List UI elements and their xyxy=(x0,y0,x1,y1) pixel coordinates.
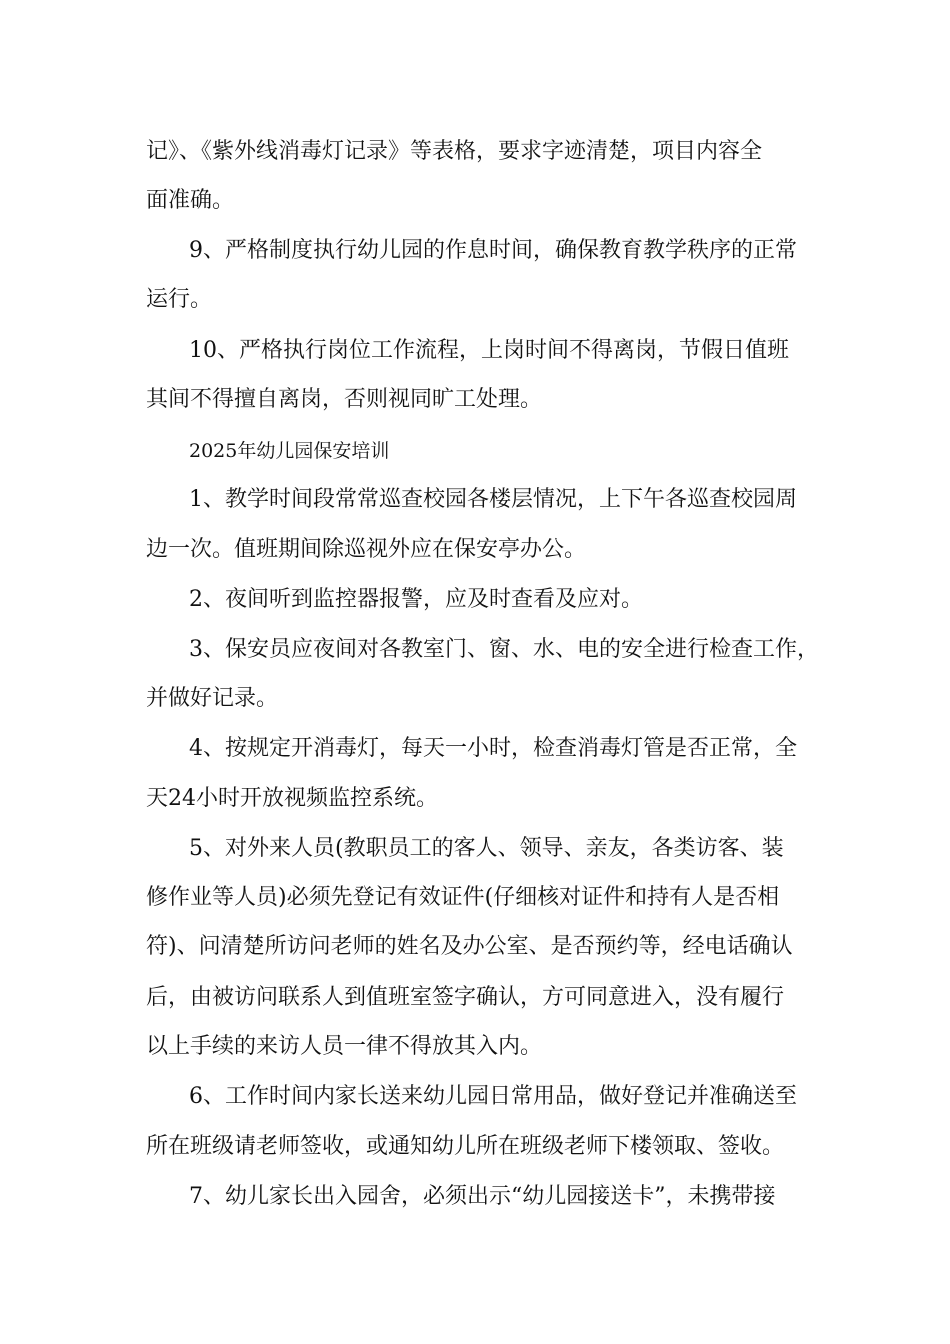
section-heading: 2025年幼儿园保安培训 xyxy=(189,440,390,462)
text-line: 面准确。 xyxy=(146,188,235,213)
text-line: 记》、《紫外线消毒灯记录》等表格，要求字迹清楚，项目内容全 xyxy=(146,139,763,164)
text-line: 天24小时开放视频监控系统。 xyxy=(146,786,438,811)
text-line: 其间不得擅自离岗，否则视同旷工处理。 xyxy=(146,387,543,412)
text-line: 边一次。值班期间除巡视外应在保安亭办公。 xyxy=(146,537,587,562)
text-line: 修作业等人员)必须先登记有效证件(仔细核对证件和持有人是否相 xyxy=(146,885,780,910)
text-line: 1、教学时间段常常巡查校园各楼层情况，上下午各巡查校园周 xyxy=(189,487,797,512)
text-line: 10、严格执行岗位工作流程，上岗时间不得离岗，节假日值班 xyxy=(189,338,789,363)
text-line: 4、按规定开消毒灯，每天一小时，检查消毒灯管是否正常，全 xyxy=(189,736,797,761)
text-line: 2、夜间听到监控器报警，应及时查看及应对。 xyxy=(189,587,643,612)
text-line: 7、幼儿家长出入园舍，必须出示“幼儿园接送卡”，未携带接 xyxy=(189,1184,776,1209)
text-line: 5、对外来人员(教职员工的客人、领导、亲友，各类访客、装 xyxy=(189,836,784,861)
text-line: 9、严格制度执行幼儿园的作息时间，确保教育教学秩序的正常 xyxy=(189,238,797,263)
text-line: 符)、问清楚所访问老师的姓名及办公室、是否预约等，经电话确认 xyxy=(146,934,793,959)
text-line: 3、保安员应夜间对各教室门、窗、水、电的安全进行检查工作， xyxy=(189,637,819,662)
text-line: 运行。 xyxy=(146,287,213,312)
text-line: 6、工作时间内家长送来幼儿园日常用品，做好登记并准确送至 xyxy=(189,1084,797,1109)
text-line: 并做好记录。 xyxy=(146,686,279,711)
text-line: 后，由被访问联系人到值班室签字确认，方可同意进入，没有履行 xyxy=(146,985,785,1010)
text-line: 以上手续的来访人员一律不得放其入内。 xyxy=(146,1034,543,1059)
text-line: 所在班级请老师签收，或通知幼儿所在班级老师下楼领取、签收。 xyxy=(146,1134,785,1159)
